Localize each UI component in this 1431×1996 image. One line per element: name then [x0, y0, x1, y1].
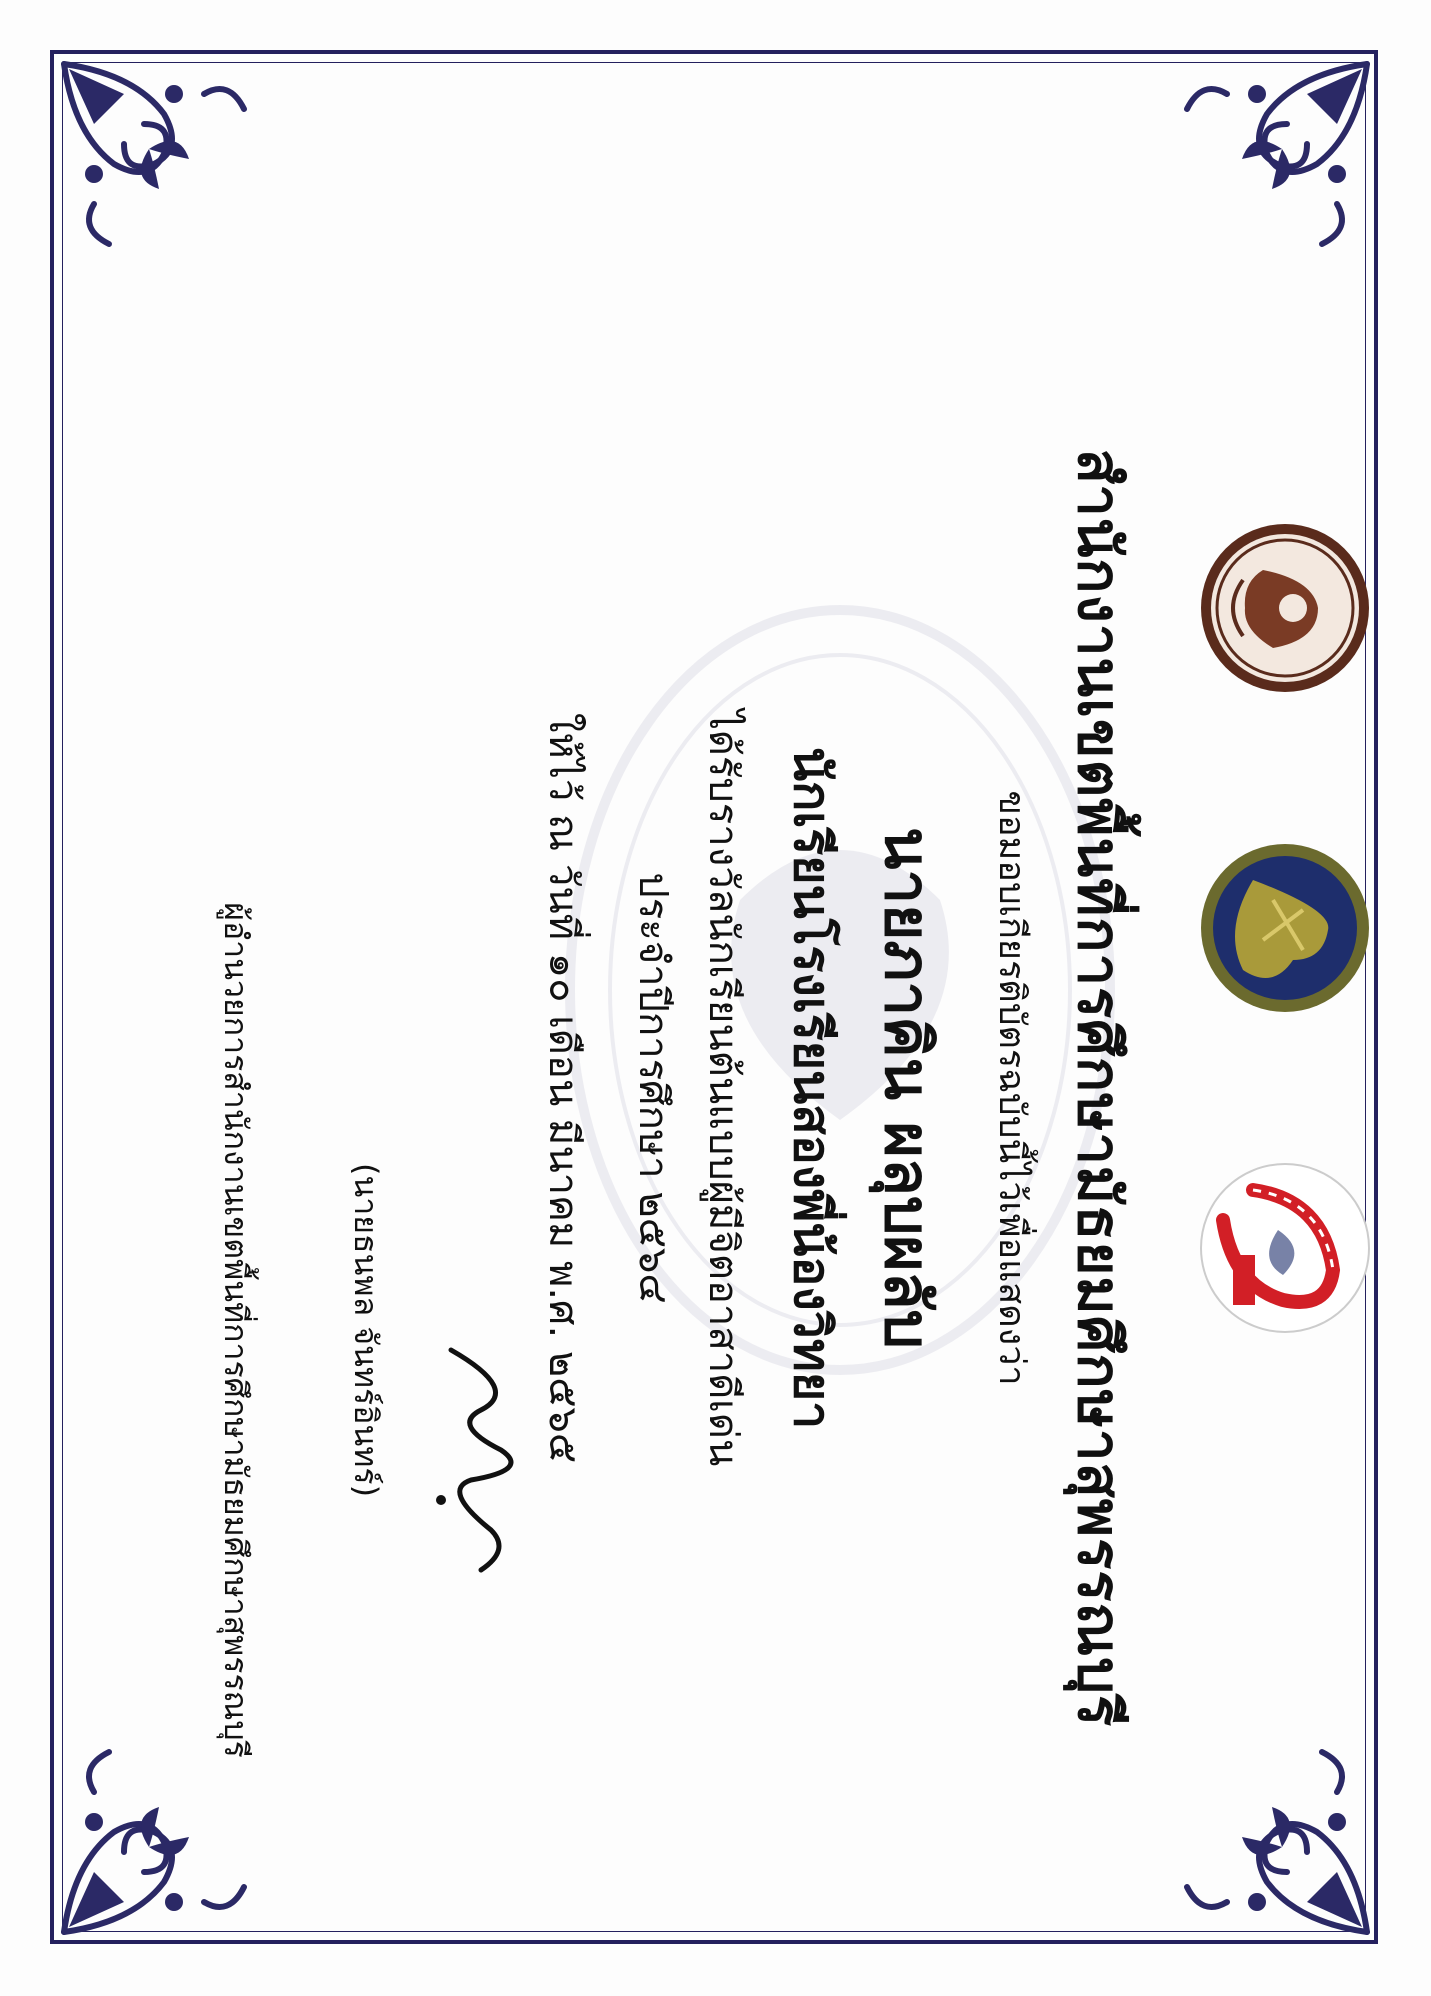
recipient-role: นักเรียนโรงเรียนสองพี่น้องวิทยา — [783, 746, 841, 1430]
issuer-title: สำนักงานเขตพื้นที่การศึกษามัธยมศึกษาสุพรรณบุรี — [1065, 448, 1133, 1728]
ministry-seal-icon — [1197, 520, 1373, 696]
school-logo-icon — [1197, 1160, 1373, 1336]
corner-ornament-icon — [54, 54, 264, 264]
achievement-text: ได้รับรางวัลนักเรียนต้นแบบผู้มีจิตอาสาดีเด่น — [700, 709, 746, 1467]
given-to-label: ขอมอบเกียรติบัตรฉบับนี้ไว้เพื่อแสดงว่า — [991, 790, 1032, 1386]
issue-date: ให้ไว้ ณ วันที่ ๑๐ เดือน มีนาคม พ.ศ. ๒๕๖๕ — [540, 712, 586, 1464]
signer-title: ผู้อำนวยการสำนักงานเขตพื้นที่การศึกษามัธยมศึกษาสุพรรณบุรี — [217, 902, 255, 1758]
signer-name: (นายธนพล จันทร์อินทร์) — [347, 1162, 385, 1498]
corner-ornament-icon — [1167, 54, 1377, 264]
signature-icon — [421, 1330, 541, 1590]
program-year: ประจำปีการศึกษา ๒๕๖๔ — [630, 872, 676, 1304]
education-office-seal-icon — [1197, 840, 1373, 1016]
recipient-name: นายภาคิน ผลุบผลับ — [871, 826, 944, 1349]
seal-row — [1191, 520, 1381, 1420]
certificate-content — [101, 270, 1381, 1906]
